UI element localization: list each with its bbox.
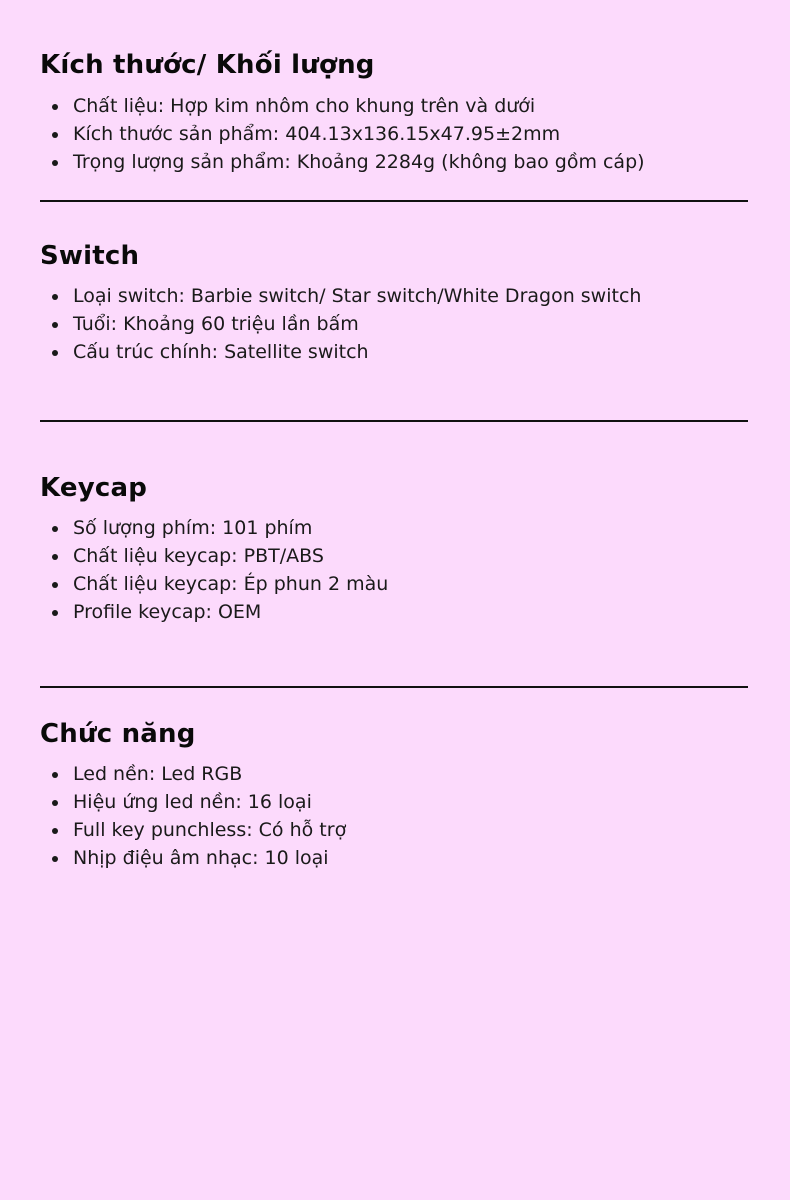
list-item: Chất liệu keycap: Ép phun 2 màu [52,570,388,598]
spec-list [52,760,346,872]
section-title: Switch [40,241,140,271]
section-title: Keycap [40,473,148,503]
list-item: Số lượng phím: 101 phím [52,514,388,542]
list-item: Kích thước sản phẩm: 404.13x136.15x47.95±2mm [52,120,645,148]
list-item: Chất liệu: Hợp kim nhôm cho khung trên và dưới [52,92,645,120]
list-item: Tuổi: Khoảng 60 triệu lần bấm [52,310,641,338]
list-item: Nhịp điệu âm nhạc: 10 loại [52,844,346,872]
list-item: Loại switch: Barbie switch/ Star switch/White Dragon switch [52,282,641,310]
spec-list [52,514,388,626]
list-item: Profile keycap: OEM [52,598,388,626]
list-item: Cấu trúc chính: Satellite switch [52,338,641,366]
section-title: Chức năng [40,719,196,749]
list-item: Full key punchless: Có hỗ trợ [52,816,346,844]
list-item: Chất liệu keycap: PBT/ABS [52,542,388,570]
spec-list [52,282,641,366]
section-divider [40,200,748,202]
section-title: Kích thước/ Khối lượng [40,50,375,80]
list-item: Trọng lượng sản phẩm: Khoảng 2284g (không bao gồm cáp) [52,148,645,176]
list-item: Hiệu ứng led nền: 16 loại [52,788,346,816]
list-item: Led nền: Led RGB [52,760,346,788]
section-divider [40,420,748,422]
section-divider [40,686,748,688]
spec-list [52,92,645,176]
